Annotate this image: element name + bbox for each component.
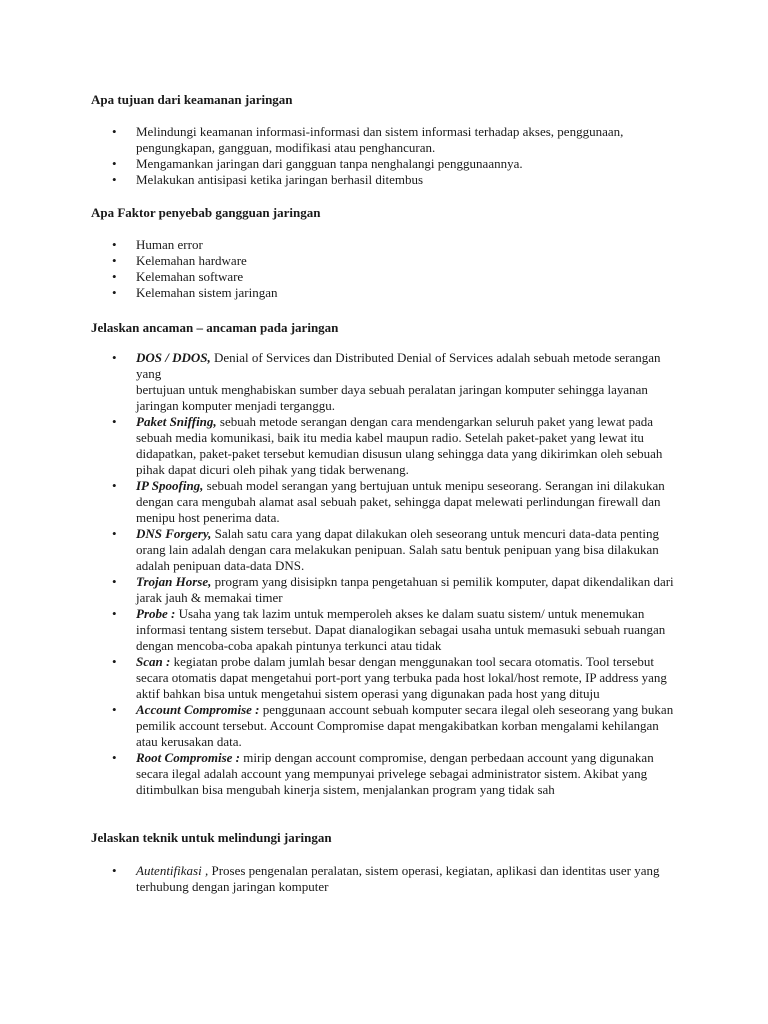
threats-list — [112, 350, 682, 798]
list-item: • Kelemahan software — [112, 269, 682, 285]
section-heading-factors: Apa Faktor penyebab gangguan jaringan — [91, 205, 321, 220]
section-heading-threats: Jelaskan ancaman – ancaman pada jaringan — [91, 320, 339, 335]
list-item: • Melakukan antisipasi ketika jaringan berhasil ditembus — [112, 172, 682, 188]
list-item: • DNS Forgery, Salah satu cara yang dapat dilakukan oleh seseorang untuk mencuri data-data penting orang lain adalah dengan cara melakukan penipuan. Salah satu bentuk penipuan yang bisa dilakukan adalah penipuan data-data DNS. — [112, 526, 682, 574]
list-item: • Melindungi keamanan informasi-informasi dan sistem informasi terhadap akses, penggunaan, pengungkapan, gangguan, modifikasi atau penghancuran. — [112, 124, 682, 156]
term: Paket Sniffing, — [136, 414, 217, 429]
term: DNS Forgery, — [136, 526, 212, 541]
list-item: • Root Compromise : mirip dengan account compromise, dengan perbedaan account yang digunakan secara ilegal adalah account yang mempunyai privelege sebagai administrator sistem. Akibat yang ditimbulkan bisa mengubah kinerja sistem, menjalankan program yang tidak sah — [112, 750, 682, 798]
list-item: • Scan : kegiatan probe dalam jumlah besar dengan menggunakan tool secara otomatis. Tool tersebut secara otomatis dapat mengetahui port-port yang terbuka pada host lokal/host remote, IP address yang aktif bahkan bisa untuk mengetahui sistem operasi yang digunakan pada host yang dituju — [112, 654, 682, 702]
list-item: • Mengamankan jaringan dari gangguan tanpa nenghalangi penggunaannya. — [112, 156, 682, 172]
list-item: • Autentifikasi , Proses pengenalan peralatan, sistem operasi, kegiatan, aplikasi dan identitas user yang terhubung dengan jaringan komputer — [112, 863, 682, 895]
list-item: • Paket Sniffing, sebuah metode serangan dengan cara mendengarkan seluruh paket yang lewat pada sebuah media komunikasi, baik itu media kabel maupun radio. Setelah paket-paket yang lewat itu didapatkan, paket-paket tersebut kemudian disusun ulang sehingga data yang dikirimkan oleh sebuah pihak dapat dicuri oleh pihak yang tidak berwenang. — [112, 414, 682, 478]
term: Root Compromise : — [136, 750, 241, 765]
term: Account Compromise : — [136, 702, 260, 717]
term: Trojan Horse, — [136, 574, 212, 589]
factors-list — [112, 237, 682, 301]
techniques-list — [112, 863, 682, 895]
list-item: • DOS / DDOS, Denial of Services dan Distributed Denial of Services adalah sebuah metode serangan yang bertujuan untuk menghabiskan sumber daya sebuah peralatan jaringan komputer sehingga layanan jaringan komputer menjadi terganggu. — [112, 350, 682, 414]
term: DOS / DDOS, — [136, 350, 211, 365]
list-item: • Trojan Horse, program yang disisipkn tanpa pengetahuan si pemilik komputer, dapat dikendalikan dari jarak jauh & memakai timer — [112, 574, 682, 606]
section-heading-purpose: Apa tujuan dari keamanan jaringan — [91, 92, 293, 107]
list-item: • Probe : Usaha yang tak lazim untuk memperoleh akses ke dalam suatu sistem/ untuk menemukan informasi tentang sistem tersebut. Dapat dianalogikan sebagai usaha untuk memasuki sebuah ruangan dengan mencoba-coba apakah pintunya terkunci atau tidak — [112, 606, 682, 654]
section-heading-techniques: Jelaskan teknik untuk melindungi jaringan — [91, 830, 332, 845]
term: Scan : — [136, 654, 171, 669]
list-item: • IP Spoofing, sebuah model serangan yang bertujuan untuk menipu seseorang. Serangan ini dilakukan dengan cara mengubah alamat asal sebuah paket, sehingga dapat melewati perlindungan firewall dan menipu host penerima data. — [112, 478, 682, 526]
list-item: • Account Compromise : penggunaan account sebuah komputer secara ilegal oleh seseorang yang bukan pemilik account tersebut. Account Compromise dapat mengakibatkan korban mengalami kehilangan atau kerusakan data. — [112, 702, 682, 750]
term: Probe : — [136, 606, 176, 621]
purpose-list — [112, 124, 682, 188]
list-item: • Human error — [112, 237, 682, 253]
list-item: • Kelemahan hardware — [112, 253, 682, 269]
term: IP Spoofing, — [136, 478, 204, 493]
term: Autentifikasi , — [136, 863, 209, 878]
list-item: • Kelemahan sistem jaringan — [112, 285, 682, 301]
